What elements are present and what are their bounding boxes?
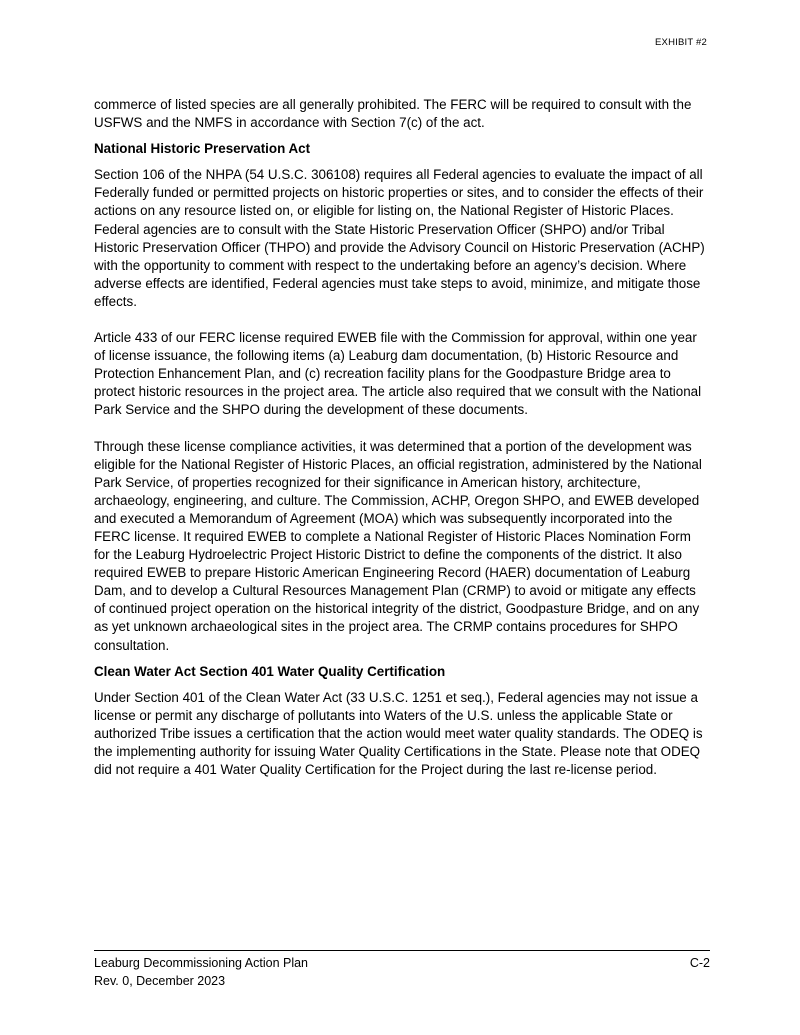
nhpa-paragraph-1: Section 106 of the NHPA (54 U.S.C. 306108) requires all Federal agencies to evaluate the impact of all Federally funded or permitted projects on historic properties or sites, and to consider the effects of their actions on any resource listed on, or eligible for listing on, the National Register of Historic Places. Federal agencies are to consult with the State Historic Preservation Officer (SHPO) and/or Tribal Historic Preservation Officer (THPO) and provide the Advisory Council on Historic Preservation (ACHP) with the opportunity to comment with respect to the undertaking before an agency’s decision. Where adverse effects are identified, Federal agencies must take steps to avoid, minimize, and mitigate those effects. — [94, 167, 705, 309]
footer-document-title: Leaburg Decommissioning Action Plan — [94, 956, 309, 970]
page-footer — [94, 950, 710, 990]
document-body — [94, 96, 710, 797]
exhibit-label: EXHIBIT #2 — [655, 37, 707, 48]
intro-paragraph: commerce of listed species are all generally prohibited. The FERC will be required to consult with the USFWS and the NMFS in accordance with Section 7(c) of the act. — [94, 97, 692, 131]
nhpa-paragraph-3: Through these license compliance activities, it was determined that a portion of the development was eligible for the National Register of Historic Places, an official registration, administered by the National Park Service, of properties recognized for their significance in American history, architecture, archaeology, engineering, and culture. The Commission, ACHP, Oregon SHPO, and EWEB developed and executed a Memorandum of Agreement (MOA) which was subsequently incorporated into the FERC license. It required EWEB to complete a National Register of Historic Places Nomination Form for the Leaburg Hydroelectric Project Historic District to define the components of the district. It also required EWEB to prepare Historic American Engineering Record (HAER) documentation of Leaburg Dam, and to develop a Cultural Resources Management Plan (CRMP) to avoid or mitigate any effects of continued project operation on the historical integrity of the district, Goodpasture Bridge, and on any as yet unknown archaeological sites in the project area. The CRMP contains procedures for SHPO consultation. — [94, 438, 702, 653]
cwa-paragraph: Under Section 401 of the Clean Water Act (33 U.S.C. 1251 et seq.), Federal agencies may not issue a license or permit any discharge of pollutants into Waters of the U.S. unless the applicable State or authorized Tribe issues a certification that the action would meet water quality standards. The ODEQ is the implementing authority for issuing Water Quality Certifications in the State. Please note that ODEQ did not require a 401 Water Quality Certification for the Project during the last re-license period. — [94, 689, 703, 778]
nhpa-paragraph-2: Article 433 of our FERC license required EWEB file with the Commission for approval, within one year of license issuance, the following items (a) Leaburg dam documentation, (b) Historic Resource and Protection Enhancement Plan, and (c) recreation facility plans for the Goodpasture Bridge area to protect historic resources in the project area. The article also required that we consult with the National Park Service and the SHPO during the development of these documents. — [94, 330, 702, 418]
footer-page-number: C-2 — [689, 956, 710, 970]
nhpa-heading: National Historic Preservation Act — [94, 141, 311, 157]
cwa-heading: Clean Water Act Section 401 Water Quality Certification — [94, 663, 446, 679]
footer-revision: Rev. 0, December 2023 — [94, 974, 226, 988]
